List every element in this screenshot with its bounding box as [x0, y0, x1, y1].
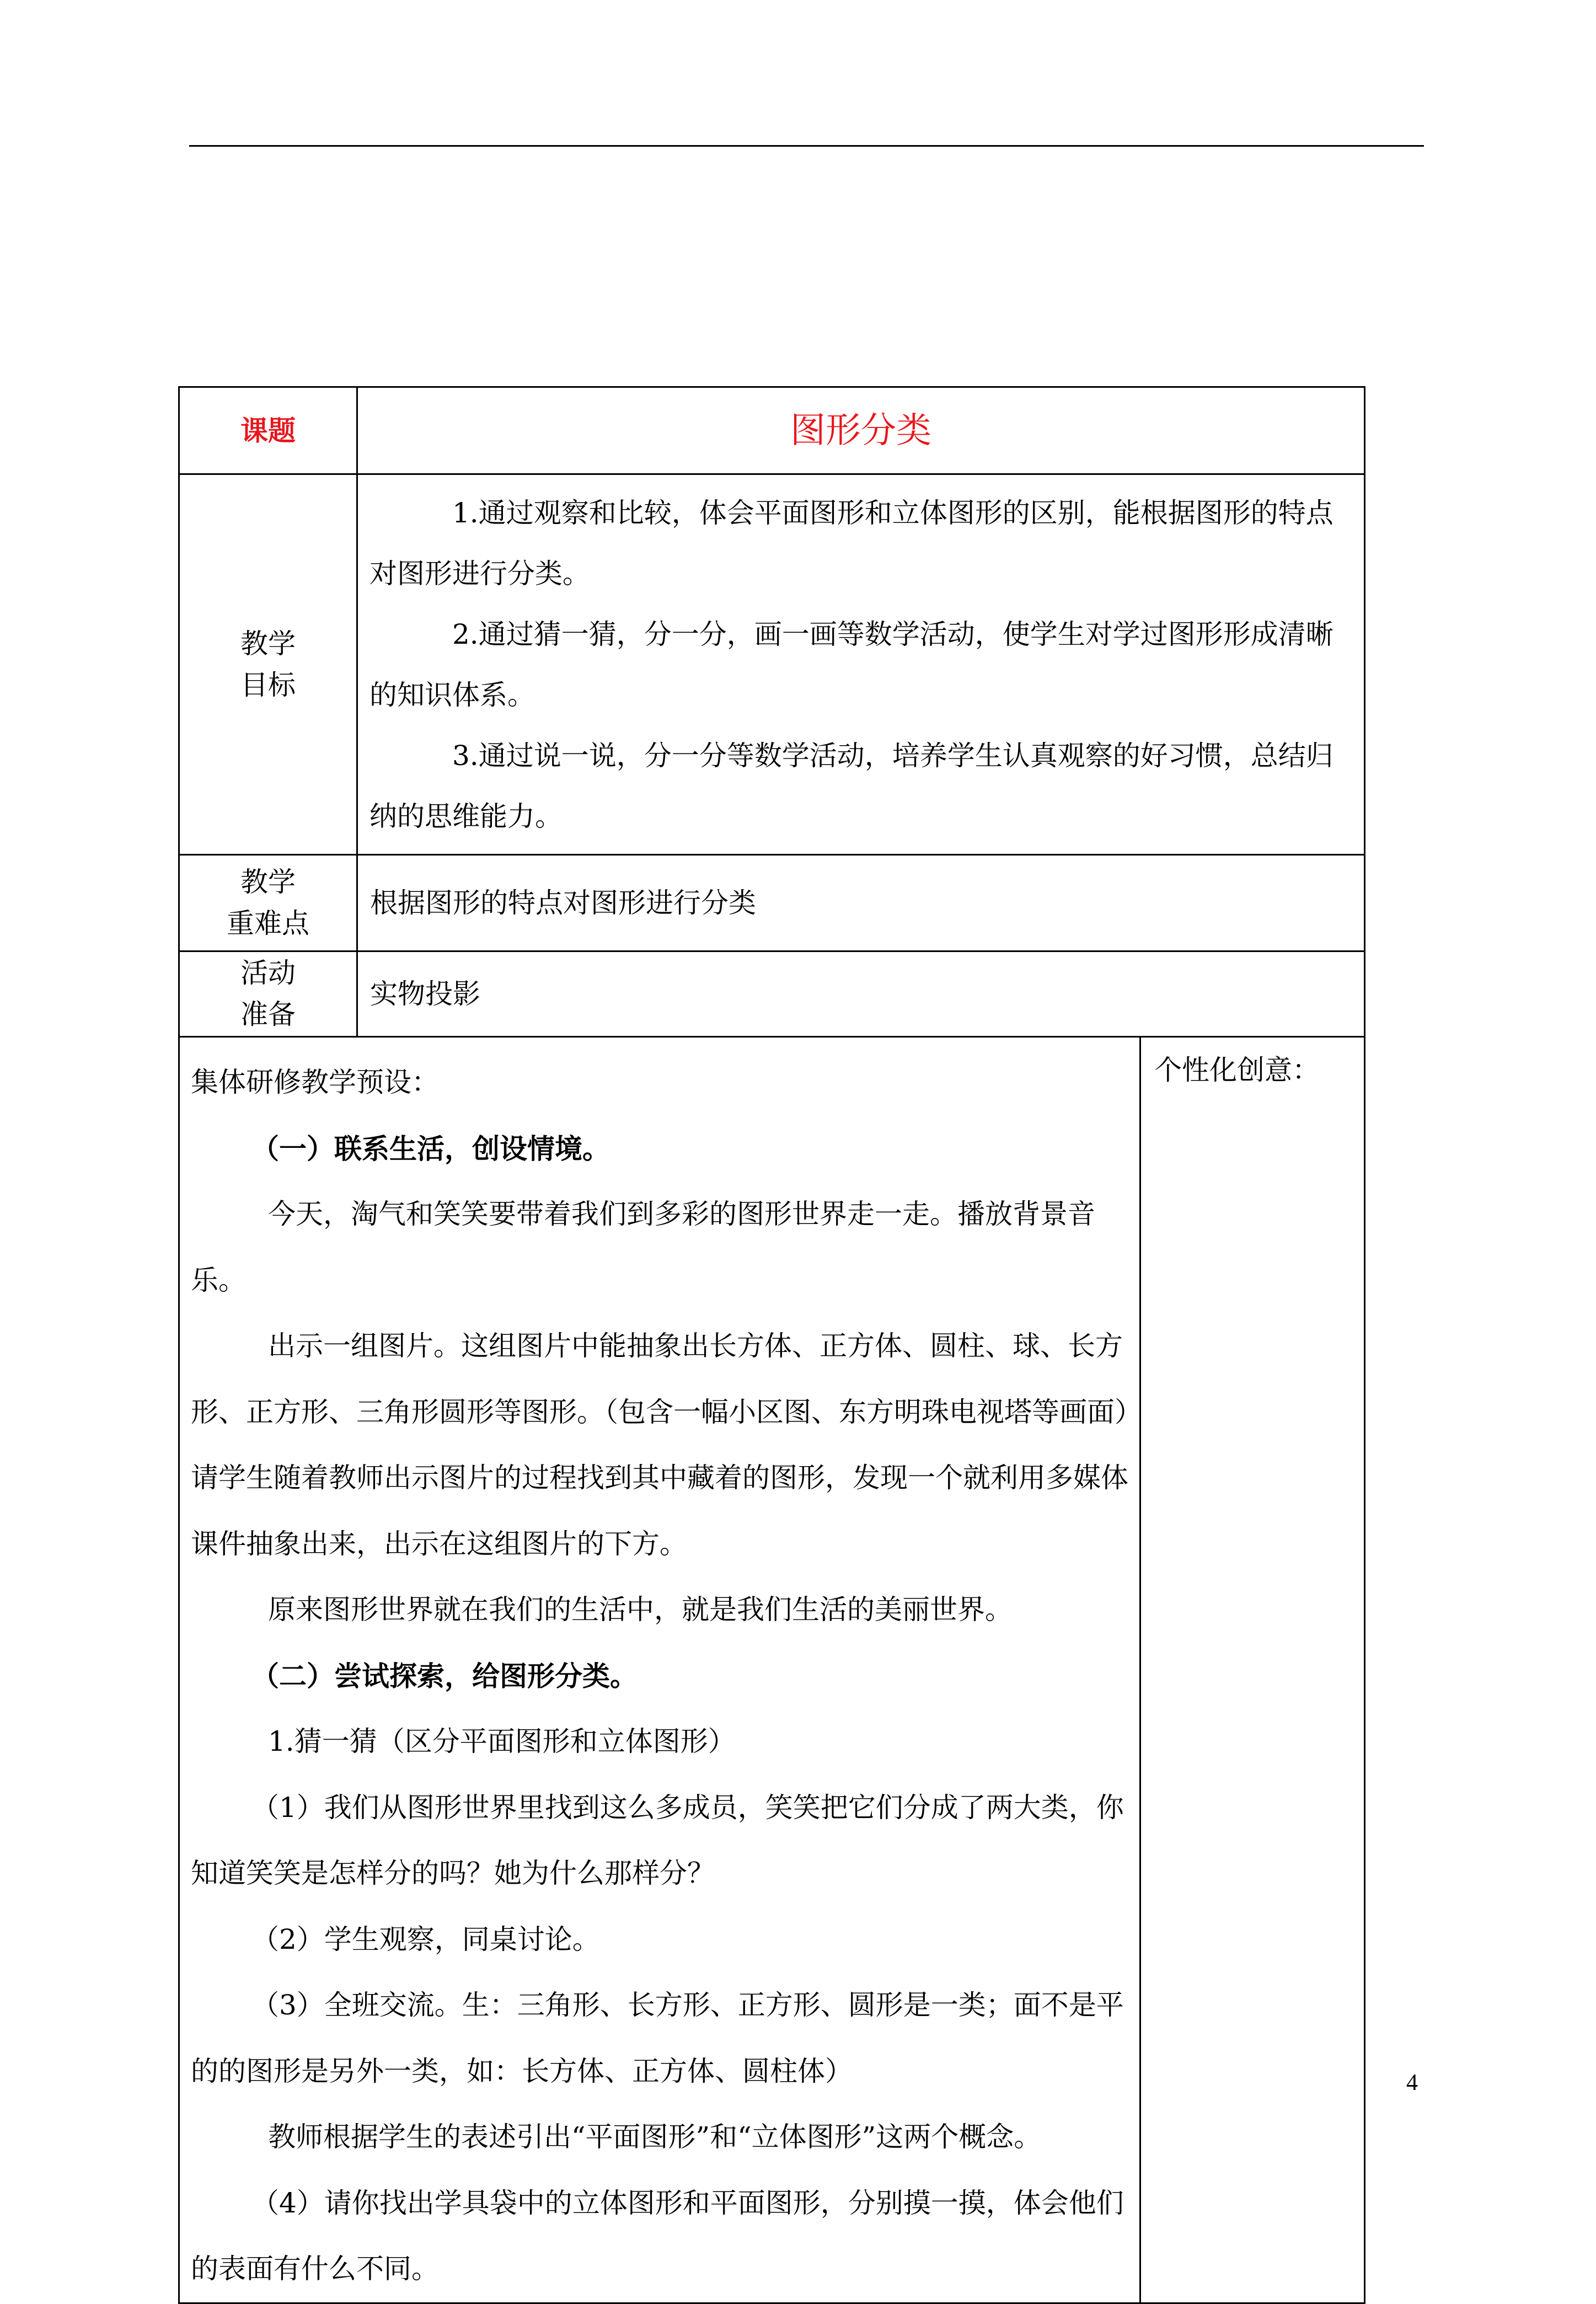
goals-row — [179, 474, 1365, 855]
goals-label-line1: 教学 — [240, 627, 296, 660]
prep-label-line2: 准备 — [240, 998, 296, 1030]
goal-item-1: 1.通过观察和比较，体会平面图形和立体图形的区别，能根据图形的特点对图形进行分类。 — [369, 496, 1333, 590]
difficulty-label-line2: 重难点 — [227, 907, 309, 939]
section2-item-2: （2）学生观察，同桌讨论。 — [251, 1923, 600, 1955]
section1-heading: （一）联系生活，创设情境。 — [251, 1132, 610, 1165]
section1-paragraph-3: 原来图形世界就在我们的生活中，就是我们生活的美丽世界。 — [268, 1594, 1013, 1626]
section2-item-1: （1）我们从图形世界里找到这么多成员，笑笑把它们分成了两大类，你知道笑笑是怎样分的吗？她为什么那样分？ — [191, 1791, 1124, 1889]
prep-row — [179, 951, 1365, 1037]
prep-text: 实物投影 — [357, 951, 1365, 1037]
header-rule — [189, 145, 1424, 147]
collective-heading: 集体研修教学预设： — [191, 1066, 439, 1098]
section2-heading: （二）尝试探索，给图形分类。 — [251, 1659, 638, 1692]
topic-label: 课题 — [179, 387, 357, 474]
topic-row — [179, 387, 1365, 474]
difficulty-label-line1: 教学 — [240, 866, 296, 898]
goals-label — [179, 474, 357, 855]
section2-item-4: （4）请你找出学具袋中的立体图形和平面图形，分别摸一摸，体会他们的表面有什么不同。 — [191, 2187, 1124, 2285]
page-number: 4 — [1406, 2070, 1418, 2095]
section1-paragraph-2: 出示一组图片。这组图片中能抽象出长方体、正方体、圆柱、球、长方形、正方形、三角形圆形等图形。（包含一幅小区图、东方明珠电视塔等画面）请学生随着教师出示图片的过程找到其中藏着的图形，发现一个就利用多媒体课件抽象出来，出示在这组图片的下方。 — [191, 1330, 1128, 1560]
collective-plan-cell — [179, 1037, 1140, 2303]
section1-paragraph-1: 今天，淘气和笑笑要带着我们到多彩的图形世界走一走。播放背景音乐。 — [191, 1198, 1095, 1296]
topic-title: 图形分类 — [357, 387, 1365, 474]
body-row — [179, 1037, 1365, 2303]
goal-item-3: 3.通过说一说，分一分等数学活动，培养学生认真观察的好习惯，总结归纳的思维能力。 — [369, 739, 1333, 832]
prep-label — [179, 951, 357, 1037]
goals-content — [357, 474, 1365, 855]
section2-subheading-1: 1.猜一猜（区分平面图形和立体图形） — [268, 1725, 736, 1757]
creative-heading: 个性化创意： — [1154, 1054, 1320, 1086]
goal-item-2: 2.通过猜一猜，分一分，画一画等数学活动，使学生对学过图形形成清晰的知识体系。 — [369, 618, 1333, 711]
lesson-plan-table — [178, 386, 1365, 2304]
section2-teacher-paragraph: 教师根据学生的表述引出“平面图形”和“立体图形”这两个概念。 — [268, 2121, 1042, 2153]
difficulty-row — [179, 855, 1365, 951]
difficulty-text: 根据图形的特点对图形进行分类 — [357, 855, 1365, 951]
section2-item-3: （3）全班交流。生：三角形、长方形、正方形、圆形是一类；面不是平的的图形是另外一类，如：长方体、正方体、圆柱体） — [191, 1989, 1124, 2087]
goals-label-line2: 目标 — [240, 669, 296, 701]
creative-cell — [1140, 1037, 1365, 2303]
difficulty-label — [179, 855, 357, 951]
prep-label-line1: 活动 — [240, 957, 296, 989]
